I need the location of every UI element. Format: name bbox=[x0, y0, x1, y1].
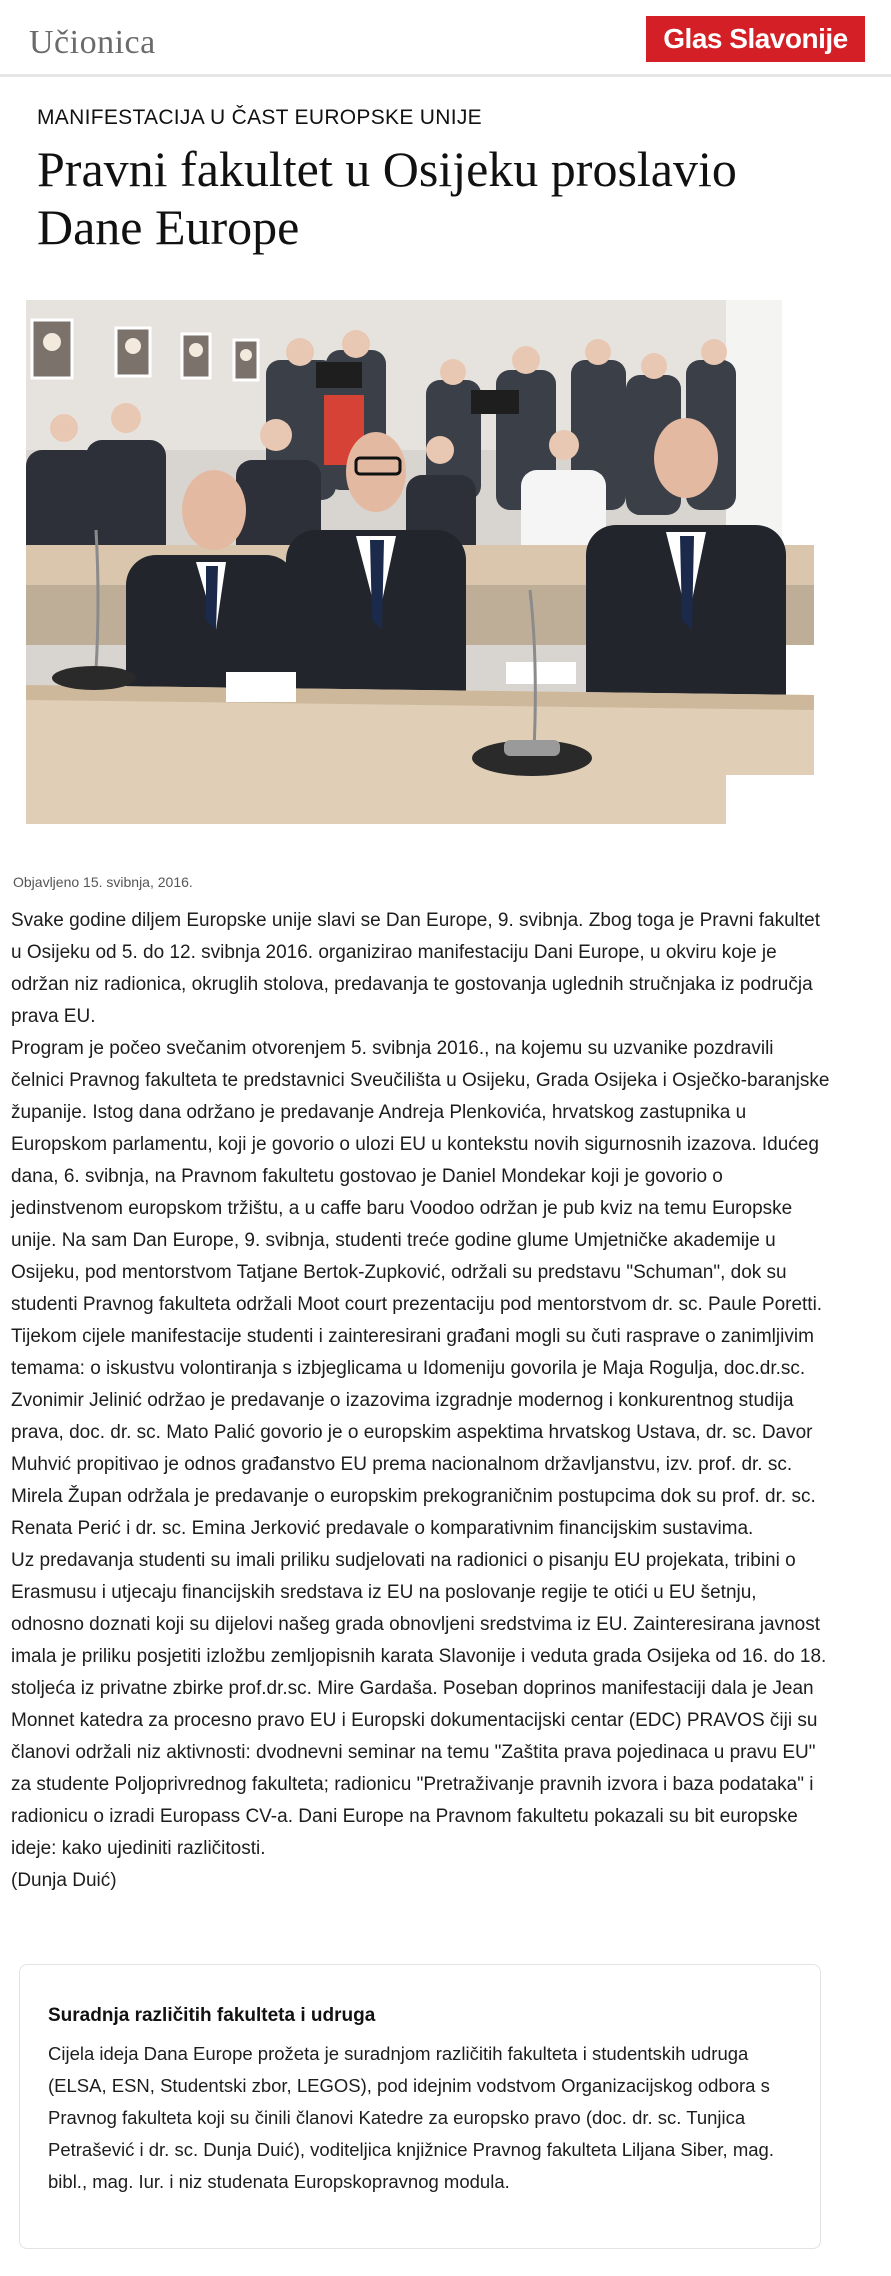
publish-date: Objavljeno 15. svibnja, 2016. bbox=[13, 874, 193, 890]
article-kicker: MANIFESTACIJA U ČAST EUROPSKE UNIJE bbox=[37, 106, 482, 129]
photo-illustration bbox=[26, 300, 814, 824]
section-link[interactable]: Učionica bbox=[29, 24, 156, 61]
paragraph: Program je počeo svečanim otvorenjem 5. svibnja 2016., na kojemu su uzvanike pozdravili čelnici Pravnog fakulteta te predstavnici Sveučilišta u Osijeku, Grada Osijeka i Osječko-baranjske županije. Istog dana održano je predavanje Andreja Plenkovića, hrvatskog zastupnika u Europskom parlamentu, koji je govorio o ulozi EU u kontekstu novih sigurnosnih izazova. Idućeg dana, 6. svibnja, na Pravnom fakultetu gostovao je Daniel Mondekar koji je govorio o jedinstvenom europskom tržištu, a u caffe baru Voodoo održan je pub kviz na temu Europske unije. Na sam Dan Europe, 9. svibnja, studenti treće godine glume Umjetničke akademije u Osijeku, pod mentorstvom Tatjane Bertok-Zupković, održali su predstavu "Schuman", dok su studenti Pravnog fakulteta održali Moot court prezentaciju pod mentorstvom dr. sc. Paule Poretti. bbox=[11, 1038, 830, 1315]
info-box-text: Cijela ideja Dana Europe prožeta je suradnjom različitih fakulteta i studentskih udruga (ELSA, ESN, Studentski zbor, LEGOS), pod idejnim vodstvom Organizacijskog odbora s Pravnog fakulteta koji su činili članovi Katedre za europsko pravo (doc. dr. sc. Tunjica Petrašević i dr. sc. Dunja Duić), voditeljica knjižnice Pravnog fakulteta Liljana Siber, mag. bibl., mag. Iur. i niz studenata Europskopravnog modula. bbox=[48, 2043, 774, 2192]
author-signature: (Dunja Duić) bbox=[11, 1870, 117, 1891]
article-body bbox=[11, 905, 831, 1897]
paragraph: Uz predavanja studenti su imali priliku sudjelovati na radionici o pisanju EU projekata, tribini o Erasmusu i utjecaju financijskih sredstava iz EU na poslovanje regije te otići u EU šetnju, odnosno doznati koji su dijelovi našeg grada obnovljeni sredstvima iz EU. Zainteresirana javnost imala je priliku posjetiti izložbu zemljopisnih karata Slavonije i veduta grada Osijeka od 16. do 18. stoljeća iz privatne zbirke prof.dr.sc. Mire Gardaša. Poseban doprinos manifestaciji dala je Jean Monnet katedra za procesno pravo EU i Europski dokumentacijski centar (EDC) PRAVOS čiji su članovi održali niz aktivnosti: dvodnevni seminar na temu "Zaštita prava pojedinaca u pravu EU" za studente Poljoprivrednog fakulteta; radionicu "Pretraživanje pravnih izvora i baza podataka" i radionicu o izradi Europass CV-a. Dani Europe na Pravnom fakultetu pokazali su bit europske ideje: kako ujediniti različitosti. bbox=[11, 1550, 827, 1859]
info-box-title: Suradnja različitih fakulteta i udruga bbox=[48, 2005, 376, 2026]
paragraph: Svake godine diljem Europske unije slavi se Dan Europe, 9. svibnja. Zbog toga je Pravni fakultet u Osijeku od 5. do 12. svibnja 2016. organizirao manifestaciju Dani Europe, u okviru koje je održan niz radionica, okruglih stolova, predavanja te gostovanja uglednih stručnjaka iz područja prava EU. bbox=[11, 910, 821, 1027]
article-title: Pravni fakultet u Osijeku proslavio Dane Europe bbox=[37, 141, 737, 255]
site-logo[interactable]: Glas Slavonije bbox=[646, 16, 865, 62]
paragraph: Tijekom cijele manifestacije studenti i zainteresirani građani mogli su čuti rasprave o zanimljivim temama: o iskustvu volontiranja s izbjeglicama u Idomeniju govorila je Maja Rogulja, doc.dr.sc. Zvonimir Jelinić održao je predavanje o izazovima izgradnje modernog i konkurentnog studija prava, doc. dr. sc. Mato Palić govorio je o europskim aspektima hrvatskog Ustava, dr. sc. Davor Muhvić propitivao je odnos građanstvo EU prema nacionalnom državljanstvu, izv. prof. dr. sc. Mirela Župan održala je predavanje o europskim prekograničnim postupcima dok su prof. dr. sc. Renata Perić i dr. sc. Emina Jerković predavale o komparativnim financijskim sustavima. bbox=[11, 1326, 816, 1539]
info-box bbox=[19, 1964, 821, 2249]
site-header bbox=[0, 0, 891, 77]
article-photo[interactable] bbox=[26, 300, 814, 824]
